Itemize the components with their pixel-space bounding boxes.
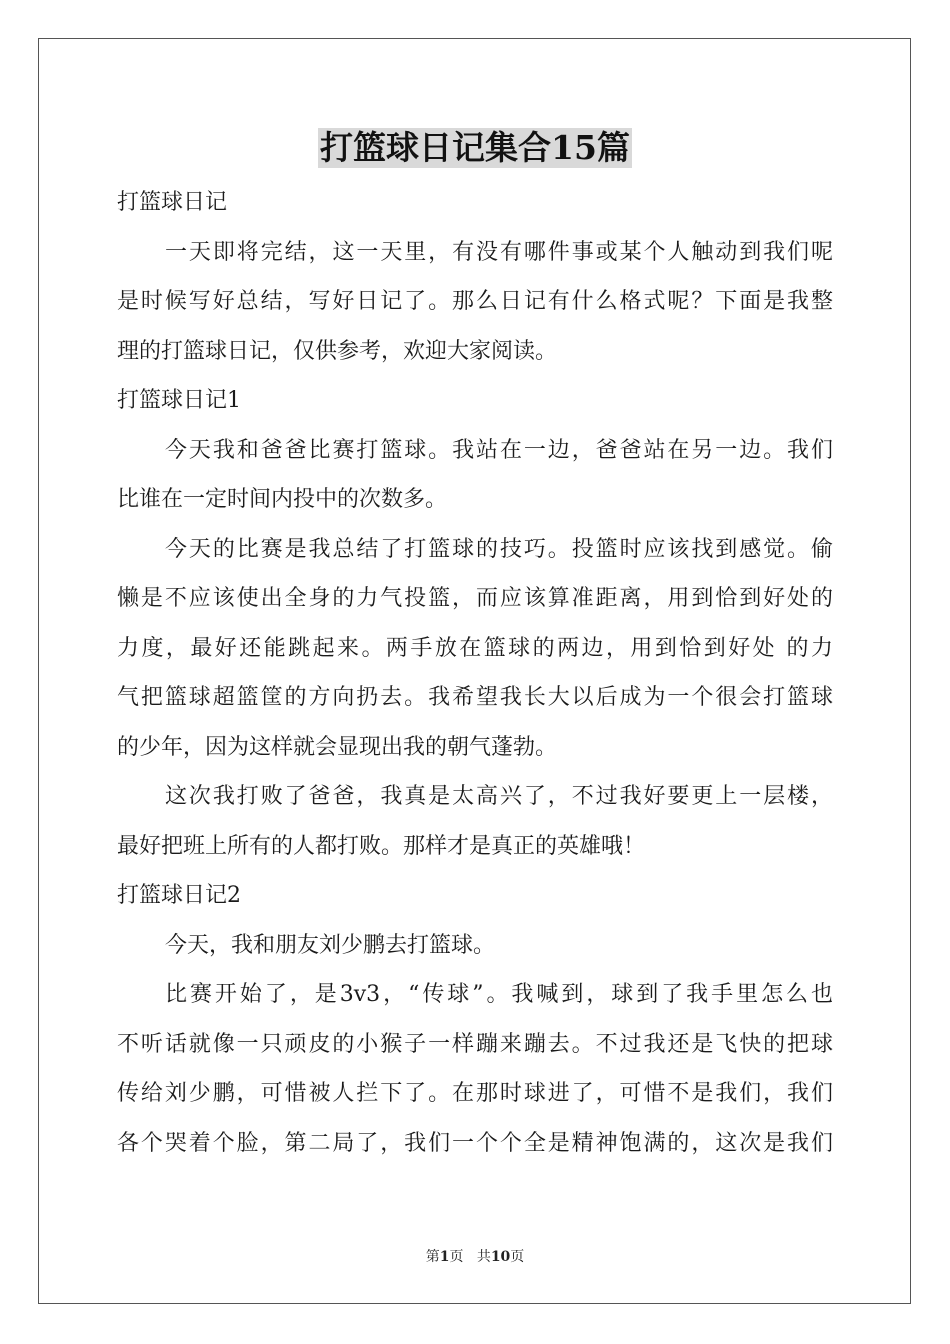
text-line: 最好把班上所有的人都打败。那样才是真正的英雄哦！ xyxy=(117,833,646,859)
diary2-paragraph-2 xyxy=(117,970,833,1168)
diary1-paragraph-1 xyxy=(117,426,833,525)
text-line: 是时候写好总结，写好日记了。那么日记有什么格式呢？下面是我整 xyxy=(117,289,833,314)
text-line: 比谁在一定时间内投中的次数多。 xyxy=(117,487,448,512)
page-footer xyxy=(0,1248,950,1266)
document-body xyxy=(117,178,833,1168)
section-heading-diary-1: 打篮球日记1 xyxy=(117,388,241,413)
page-number-suffix: 页 xyxy=(449,1249,464,1265)
diary1-paragraph-2 xyxy=(117,525,833,773)
text-line: 今天的比赛是我总结了打篮球的技巧。投篮时应该找到感觉。偷 xyxy=(165,536,833,562)
total-pages-prefix: 共 xyxy=(476,1249,491,1265)
diary2-paragraph-1 xyxy=(117,921,833,971)
text-line: 气把篮球超篮筐的方向扔去。我希望我长大以后成为一个很会打篮球 xyxy=(117,685,833,710)
text-line: 这次我打败了爸爸，我真是太高兴了，不过我好要更上一层楼， xyxy=(165,784,833,809)
text-line: 的少年，因为这样就会显现出我的朝气蓬勃。 xyxy=(117,734,558,760)
page-number: 1 xyxy=(439,1249,450,1265)
page-number-prefix: 第 xyxy=(425,1249,440,1265)
text-line: 今天我和爸爸比赛打篮球。我站在一边，爸爸站在另一边。我们 xyxy=(165,437,833,463)
section-heading-diary: 打篮球日记 xyxy=(117,190,228,215)
intro-paragraph xyxy=(117,228,833,377)
diary1-paragraph-3 xyxy=(117,772,833,871)
text-line: 今天，我和朋友刘少鹏去打篮球。 xyxy=(165,932,496,958)
document-title: 打篮球日记集合15篇 xyxy=(320,128,630,167)
text-line: 一天即将完结，这一天里，有没有哪件事或某个人触动到我们呢 xyxy=(165,239,833,265)
text-line: 力度，最好还能跳起来。两手放在篮球的两边，用到恰到好处 的力 xyxy=(117,635,833,661)
total-pages-suffix: 页 xyxy=(510,1249,525,1265)
text-line: 传给刘少鹏，可惜被人拦下了。在那时球进了，可惜不是我们，我们 xyxy=(117,1081,833,1106)
section-heading-diary-2: 打篮球日记2 xyxy=(117,883,241,908)
text-line: 懒是不应该使出全身的力气投篮，而应该算准距离，用到恰到好处的 xyxy=(117,586,833,611)
title-container xyxy=(0,128,950,168)
text-line: 理的打篮球日记，仅供参考，欢迎大家阅读。 xyxy=(117,338,558,364)
text-line: 不听话就像一只顽皮的小猴子一样蹦来蹦去。不过我还是飞快的把球 xyxy=(117,1031,833,1057)
total-pages: 10 xyxy=(490,1249,511,1265)
text-line: 各个哭着个脸，第二局了，我们一个个全是精神饱满的，这次是我们 xyxy=(117,1130,833,1156)
text-line: 比赛开始了，是3v3，“传球”。我喊到，球到了我手里怎么也 xyxy=(165,982,833,1007)
